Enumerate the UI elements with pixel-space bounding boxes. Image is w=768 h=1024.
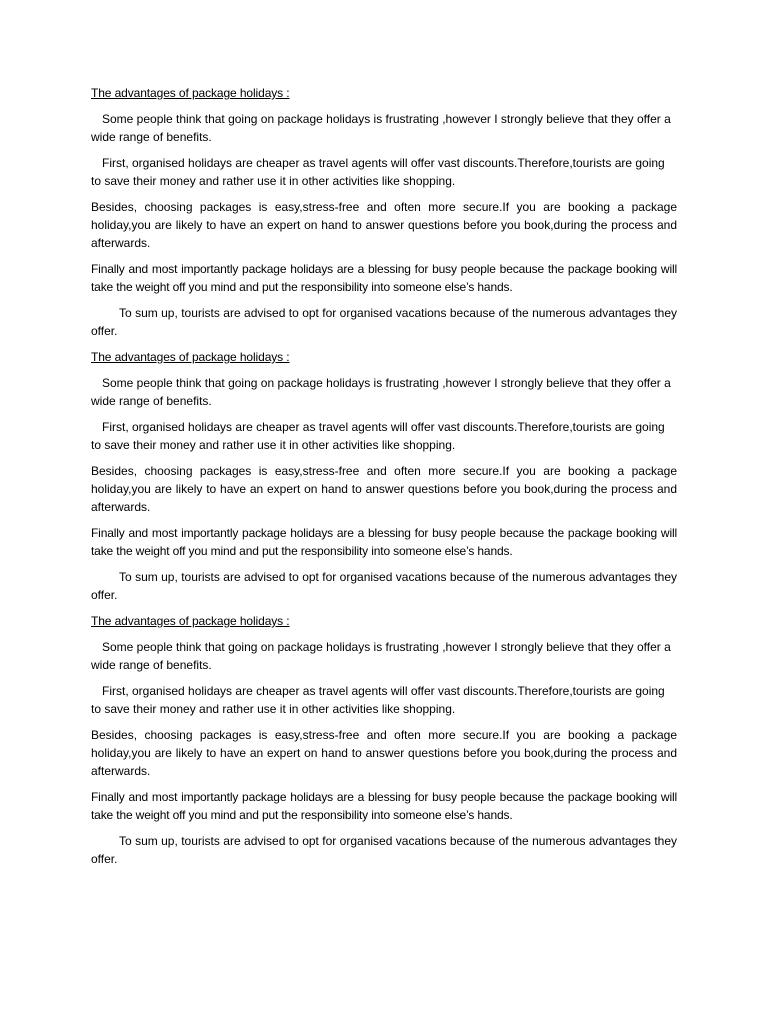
conclusion-paragraph: To sum up, tourists are advised to opt for organised vacations because of the numerous advantages they offer. [91,306,677,338]
intro-paragraph: Some people think that going on package holidays is frustrating ,however I strongly believe that they offer a wide range of benefits. [91,376,671,408]
second-point-paragraph: Besides, choosing packages is easy,stress-free and often more secure.If you are booking a package holiday,you are likely to have an expert on hand to answer questions before you book,during the process and afterwards. [91,200,677,250]
first-point-paragraph: First, organised holidays are cheaper as travel agents will offer vast discounts.Therefore,tourists are going to save their money and rather use it in other activities like shopping. [91,684,665,716]
intro-paragraph: Some people think that going on package holidays is frustrating ,however I strongly believe that they offer a wide range of benefits. [91,640,671,672]
third-point-paragraph: Finally and most importantly package holidays are a blessing for busy people because the package booking will take the weight off you mind and put the responsibility into someone else’s hands. [91,262,677,294]
intro-paragraph: Some people think that going on package holidays is frustrating ,however I strongly believe that they offer a wide range of benefits. [91,112,671,144]
section-heading: The advantages of package holidays : [91,86,290,100]
first-point-paragraph: First, organised holidays are cheaper as travel agents will offer vast discounts.Therefore,tourists are going to save their money and rather use it in other activities like shopping. [91,156,665,188]
essay-section-1 [91,84,677,340]
document-page [91,84,677,876]
section-heading: The advantages of package holidays : [91,614,290,628]
third-point-paragraph: Finally and most importantly package holidays are a blessing for busy people because the package booking will take the weight off you mind and put the responsibility into someone else’s hands. [91,526,677,558]
second-point-paragraph: Besides, choosing packages is easy,stress-free and often more secure.If you are booking a package holiday,you are likely to have an expert on hand to answer questions before you book,during the process and afterwards. [91,464,677,514]
essay-section-2 [91,348,677,604]
conclusion-paragraph: To sum up, tourists are advised to opt for organised vacations because of the numerous advantages they offer. [91,834,677,866]
third-point-paragraph: Finally and most importantly package holidays are a blessing for busy people because the package booking will take the weight off you mind and put the responsibility into someone else’s hands. [91,790,677,822]
second-point-paragraph: Besides, choosing packages is easy,stress-free and often more secure.If you are booking a package holiday,you are likely to have an expert on hand to answer questions before you book,during the process and afterwards. [91,728,677,778]
conclusion-paragraph: To sum up, tourists are advised to opt for organised vacations because of the numerous advantages they offer. [91,570,677,602]
section-heading: The advantages of package holidays : [91,350,290,364]
first-point-paragraph: First, organised holidays are cheaper as travel agents will offer vast discounts.Therefore,tourists are going to save their money and rather use it in other activities like shopping. [91,420,665,452]
essay-section-3 [91,612,677,868]
